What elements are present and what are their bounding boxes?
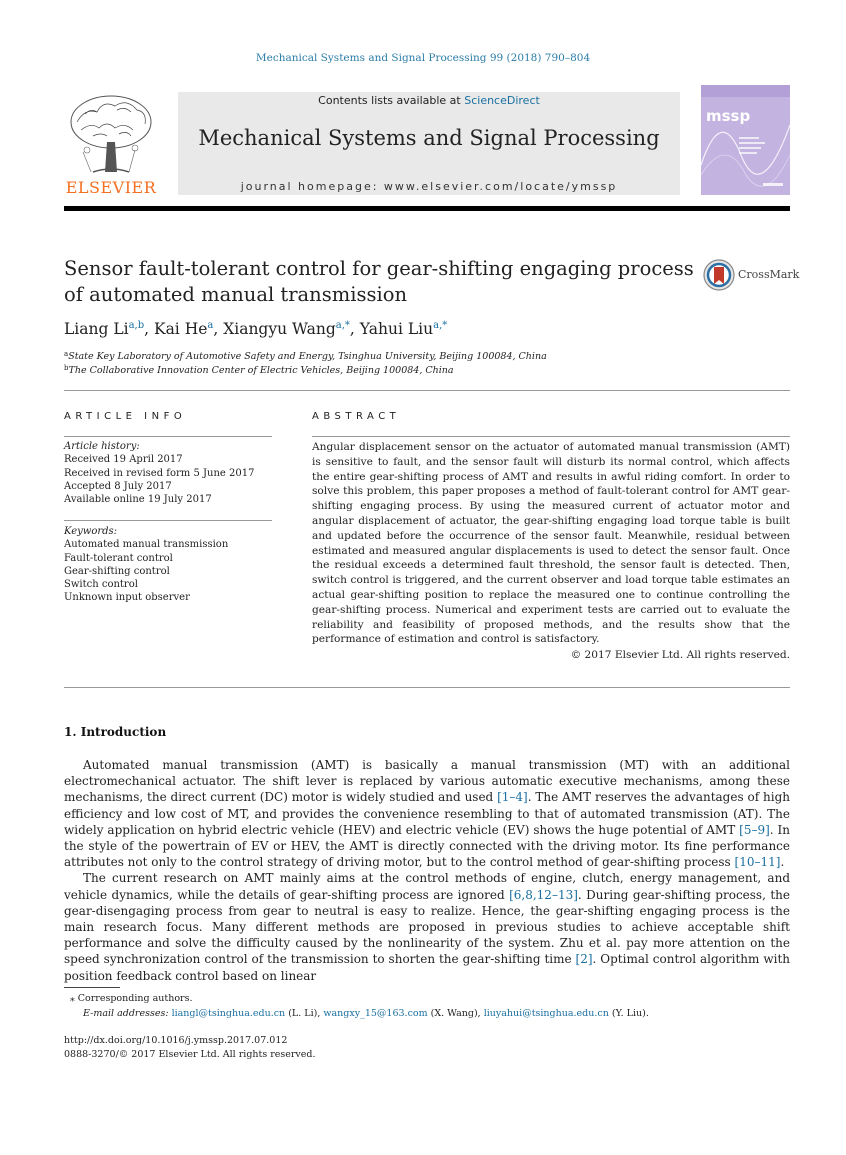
email-link[interactable]: wangxy_15@163.com bbox=[323, 1008, 428, 1019]
issn-line: 0888-3270/© 2017 Elsevier Ltd. All rights reserved. bbox=[64, 1049, 316, 1060]
history-item: Received in revised form 5 June 2017 bbox=[64, 467, 255, 479]
citation-link[interactable]: [6,8,12–13] bbox=[509, 887, 578, 902]
history-item: Accepted 8 July 2017 bbox=[64, 480, 172, 492]
section-heading: 1. Introduction bbox=[64, 725, 167, 739]
journal-homepage[interactable]: journal homepage: www.elsevier.com/locate/ymssp bbox=[240, 180, 618, 193]
author-name[interactable]: Xiangyu Wang bbox=[223, 320, 336, 338]
keyword: Fault-tolerant control bbox=[64, 552, 173, 564]
email-link[interactable]: liuyahui@tsinghua.edu.cn bbox=[483, 1008, 609, 1019]
divider bbox=[64, 390, 790, 391]
abstract-label: ABSTRACT bbox=[312, 411, 401, 422]
article-title-line-2: of automated manual transmission bbox=[64, 283, 408, 306]
citation-link[interactable]: [10–11] bbox=[734, 855, 781, 870]
elsevier-wordmark[interactable]: ELSEVIER bbox=[65, 178, 157, 197]
text-run: Automated manual transmission (AMT) is basically a manual transmission (MT) with an additional electromechanical actuator. The shift lever is replaced by various automatic executive mechanisms, among these mechanisms, the direct current (DC) motor is widely studied and used bbox=[64, 758, 790, 805]
email-owner: (L. Li), bbox=[285, 1008, 324, 1019]
author-separator: , bbox=[213, 320, 224, 338]
author-affiliation-mark[interactable]: a,* bbox=[433, 320, 448, 331]
email-owner: (Y. Liu). bbox=[608, 1008, 649, 1019]
history-item: Received 19 April 2017 bbox=[64, 454, 183, 466]
affiliation-text: State Key Laboratory of Automotive Safety and Energy, Tsinghua University, Beijing 100084, China bbox=[68, 351, 547, 362]
author-name[interactable]: Kai He bbox=[153, 320, 208, 338]
text-run: . The AMT reserves the advantages of high efficiency and low cost of MT, and provides the convenience resembling to that of automated transmission (AT). The widely application on hybrid electric vehicle (HEV) and electric vehicle (EV) shows the huge potential of AMT bbox=[64, 790, 790, 837]
author-affiliation-mark[interactable]: a bbox=[207, 320, 214, 331]
citation-link[interactable]: [5–9] bbox=[739, 822, 770, 837]
journal-cover-image[interactable] bbox=[701, 85, 790, 195]
text-run: . During gear-shifting process, the gear-disengaging process from gear to neutral is easy to realize. Hence, the gear-shifting engaging process is the main research focus. Many different methods are proposed in previous studies to achieve acceptable shift performance and solve the difficulty caused by the nonlinearity of the system. Zhu et al. pay more attention on the speed synchronization control of the transmission to shorten the gear-shifting time bbox=[64, 887, 790, 967]
email-addresses bbox=[83, 1008, 649, 1019]
author-affiliation-mark[interactable]: a,b bbox=[128, 320, 145, 331]
email-owner: (X. Wang), bbox=[427, 1008, 484, 1019]
history-item: Available online 19 July 2017 bbox=[64, 494, 212, 506]
article-title bbox=[64, 256, 694, 308]
affiliation bbox=[64, 350, 547, 362]
doi-link[interactable]: http://dx.doi.org/10.1016/j.ymssp.2017.07.012 bbox=[64, 1035, 288, 1046]
affiliation bbox=[64, 364, 454, 376]
sciencedirect-link[interactable]: ScienceDirect bbox=[464, 94, 540, 107]
author-affiliation-mark[interactable]: a,* bbox=[335, 320, 350, 331]
keyword: Gear-shifting control bbox=[64, 565, 170, 577]
header-rule bbox=[64, 206, 790, 211]
affiliation-mark: a bbox=[64, 350, 69, 358]
crossmark-icon[interactable] bbox=[702, 258, 736, 292]
crossmark-label[interactable]: CrossMark bbox=[738, 268, 800, 281]
contents-line bbox=[178, 94, 680, 107]
cover-artwork bbox=[701, 85, 790, 195]
affiliation-text: The Collaborative Innovation Center of Electric Vehicles, Beijing 100084, China bbox=[68, 365, 454, 376]
author-separator: , bbox=[144, 320, 154, 338]
article-history-label: Article history: bbox=[64, 441, 140, 452]
divider bbox=[64, 520, 272, 521]
corresponding-note: ⁎ Corresponding authors. bbox=[70, 993, 193, 1004]
keywords-label: Keywords: bbox=[64, 526, 118, 537]
email-link[interactable]: liangl@tsinghua.edu.cn bbox=[171, 1008, 286, 1019]
keyword: Switch control bbox=[64, 579, 138, 591]
author-separator: , bbox=[349, 320, 360, 338]
keywords bbox=[64, 525, 274, 605]
contents-prefix: Contents lists available at bbox=[318, 94, 465, 107]
text-run: . bbox=[780, 855, 785, 870]
author-name[interactable]: Yahui Liu bbox=[359, 320, 434, 338]
author-list bbox=[64, 320, 447, 338]
affiliation-mark: b bbox=[64, 364, 69, 372]
article-info-label: ARTICLE INFO bbox=[64, 411, 187, 422]
author-name[interactable]: Liang Li bbox=[64, 320, 129, 338]
journal-title: Mechanical Systems and Signal Processing bbox=[198, 126, 660, 150]
keyword: Automated manual transmission bbox=[64, 539, 229, 551]
cover-title: mssp bbox=[706, 107, 751, 125]
paragraph bbox=[64, 870, 790, 983]
section-body bbox=[64, 757, 790, 984]
citation-link[interactable]: [2] bbox=[575, 952, 593, 967]
divider bbox=[64, 687, 790, 688]
abstract-copyright: © 2017 Elsevier Ltd. All rights reserved. bbox=[570, 649, 790, 661]
footnote-rule bbox=[64, 987, 120, 988]
journal-reference[interactable]: Mechanical Systems and Signal Processing 99 (2018) 790–804 bbox=[255, 52, 591, 64]
email-label: E-mail addresses: bbox=[83, 1008, 169, 1019]
citation-link[interactable]: [1–4] bbox=[497, 790, 528, 805]
divider bbox=[312, 436, 790, 437]
text-run: . In the style of the powertrain of EV or HEV, the AMT is directly connected with the driving motor. Its fine performance attributes not only to the control strategy of driving motor, but to the control method of gear-shifting process bbox=[64, 822, 790, 870]
article-title-line-1: Sensor fault-tolerant control for gear-shifting engaging process bbox=[64, 257, 694, 280]
abstract-text: Angular displacement sensor on the actuator of automated manual transmission (AMT) is sensitive to fault, and the sensor fault will disturb its normal control, which affects the entire gear-shifting process of AMT and results in awful riding comfort. In order to solve this problem, this paper proposes a method of fault-tolerant control for AMT gear-shifting engaging process. By using the measured current of actuator motor and angular displacement of actuator, the gear-shifting engaging load torque table is built and updated before the occurrence of the sensor fault. Meanwhile, residual between estimated and measured angular displacements is used to detect the sensor fault. Once the residual exceeds a determined fault threshold, the sensor fault is detected. Then, switch control is triggered, and the current observer and load torque table estimates an actual gear-shifting position to replace the measured one to continue controlling the gear-shifting process. Numerical and experiment tests are carried out to evaluate the reliability and feasibility of proposed methods, and the results show that the performance of estimation and control is satisfactory. bbox=[312, 441, 790, 646]
divider bbox=[64, 436, 272, 437]
text-run: The current research on AMT mainly aims at the control methods of engine, clutch, energy management, and vehicle dynamics, while the details of gear-shifting process are ignored bbox=[64, 871, 790, 902]
keyword: Unknown input observer bbox=[64, 592, 190, 604]
article-history bbox=[64, 440, 274, 506]
paragraph bbox=[64, 757, 790, 870]
text-run: . Optimal control algorithm with position feedback control based on linear bbox=[64, 952, 790, 983]
